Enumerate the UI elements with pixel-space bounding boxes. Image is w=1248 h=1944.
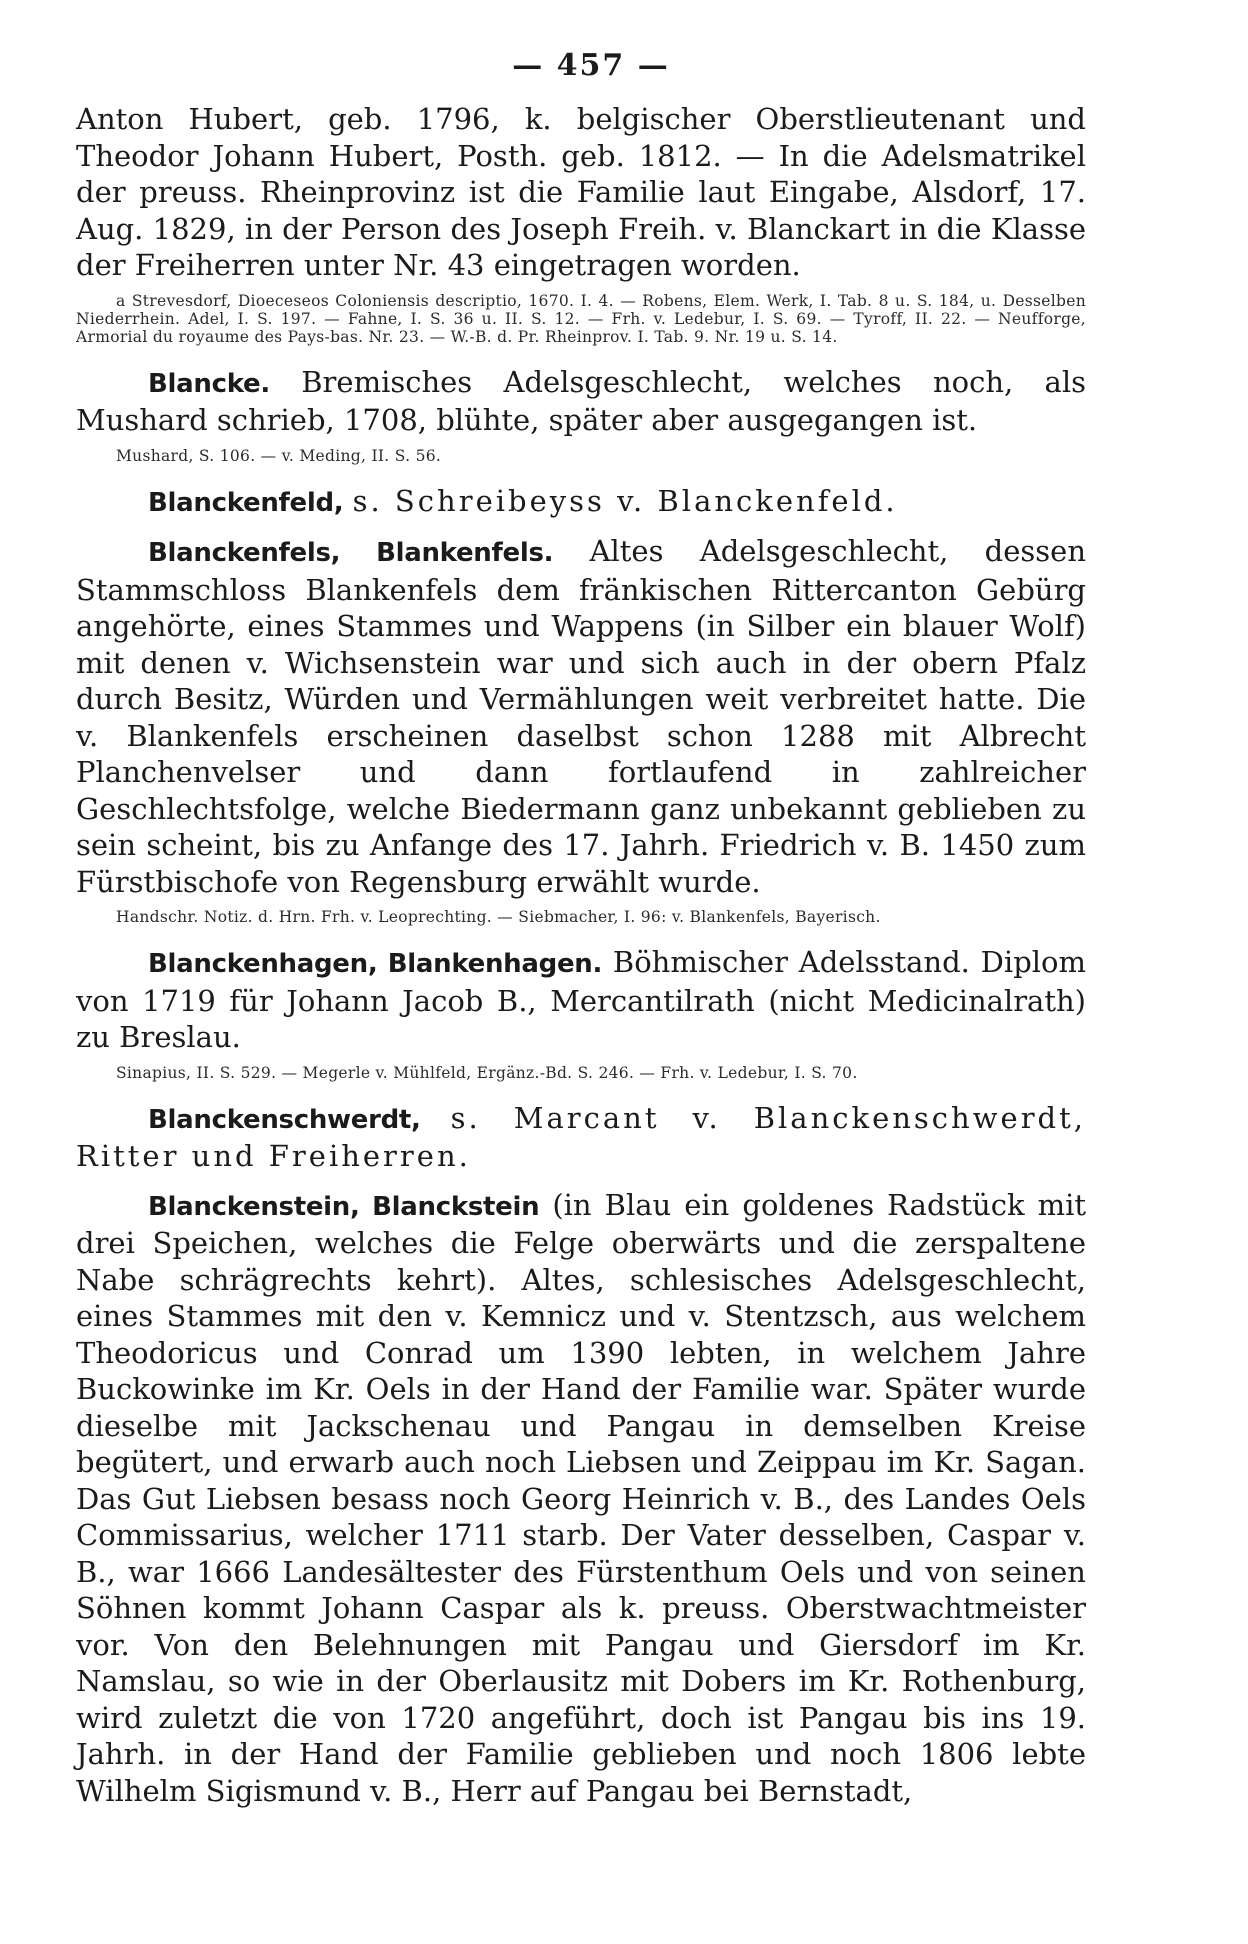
entry-lemma: Blanckenfeld, — [148, 487, 344, 518]
entry-blanckenfels — [76, 533, 1086, 900]
entry-text-continuation: Anton Hubert, geb. 1796, k. belgischer Oberstlieutenant und Theodor Johann Hubert, Posth. geb. 1812. — In die Adelsmatrikel der preuss. Rheinprovinz ist die Familie laut Eingabe, Alsdorf, 17. Aug. 1829, in der Person des Joseph Freih. v. Blanckart in die Klasse der Freiherren unter Nr. 43 eingetragen worden. — [76, 102, 1086, 282]
entry-lemma: Blanckenschwerdt, — [148, 1104, 421, 1135]
entry-blanckenstein — [76, 1187, 1086, 1810]
entry-references: Sinapius, II. S. 529. — Megerle v. Mühlfeld, Ergänz.-Bd. S. 246. — Frh. v. Ledebur, I. S. 70. — [116, 1063, 858, 1082]
entry-references: Handschr. Notiz. d. Hrn. Frh. v. Leoprechting. — Siebmacher, I. 96: v. Blankenfels, Bayerisch. — [116, 908, 881, 926]
entry-blanckenfeld — [76, 483, 1086, 522]
entry-blancke — [76, 364, 1086, 439]
entry-blanckenhagen — [76, 944, 1086, 1056]
entry-lemma: Blanckenhagen, Blankenhagen. — [148, 949, 603, 979]
entry-references: a Strevesdorf, Dioeceseos Coloniensis descriptio, 1670. I. 4. — Robens, Elem. Werk, I. Tab. 8 u. S. 184, u. Desselben Niederrhein. Adel, I. S. 197. — Fahne, I. S. 36 u. II. S. 12. — Frh. v. Ledebur, I. S. 69. — Tyroff, II. 22. — Neufforge, Armorial du royaume des Pays-bas. Nr. 23. — W.-B. d. Pr. Rheinprov. I. Tab. 9. Nr. 19 u. S. 14. — [76, 291, 1086, 346]
entry-lemma: Blanckenstein, Blanckstein — [148, 1191, 540, 1222]
entry-lemma: Blanckenfels, Blankenfels. — [148, 538, 554, 568]
entry-text: Altes Adelsgeschlecht, dessen Stammschloss Blankenfels dem fränkischen Rittercanton Gebürg angehörte, eines Stammes und Wappens (in Silber ein blauer Wolf) mit denen v. Wichsenstein war und sich auch in der obern Pfalz durch Besitz, Würden und Vermählungen weit verbreitet hatte. Die v. Blankenfels erscheinen daselbst schon 1288 mit Albrecht Planchenvelser und dann fortlaufend in zahlreicher Geschlechtsfolge, welche Biedermann ganz unbekannt geblieben zu sein scheint, bis zu Anfange des 17. Jahrh. Friedrich v. B. 1450 zum Fürstbischofe von Regensburg erwählt wurde. — [76, 534, 1086, 899]
entry-text: (in Blau ein goldenes Radstück mit drei Speichen, welches die Felge oberwärts und die zerspaltene Nabe schrägrechts kehrt). Altes, schlesisches Adelsgeschlecht, eines Stammes mit den v. Kemnicz und v. Stentzsch, aus welchem Theodoricus und Conrad um 1390 lebten, in welchem Jahre Buckowinke im Kr. Oels in der Hand der Familie war. Später wurde dieselbe mit Jackschenau und Pangau in demselben Kreise begütert, und erwarb auch noch Liebsen und Zeippau im Kr. Sagan. Das Gut Liebsen besass noch Georg Heinrich v. B., des Landes Oels Commissarius, welcher 1711 starb. Der Vater desselben, Caspar v. B., war 1666 Landesältester des Fürstenthum Oels und von seinen Söhnen kommt Johann Caspar als k. preuss. Oberstwachtmeister vor. Von den Belehnungen mit Pangau und Giersdorf im Kr. Namslau, so wie in der Oberlausitz mit Dobers im Kr. Rothenburg, wird zuletzt die von 1720 angeführt, doch ist Pangau bis ins 19. Jahrh. in der Hand der Familie geblieben und noch 1806 lebte Wilhelm Sigismund v. B., Herr auf Pangau bei Bernstadt, — [76, 1187, 1086, 1808]
entry-text: Böhmischer Adelsstand. Diplom von 1719 für Johann Jacob B., Mercantilrath (nicht Medicinalrath) zu Breslau. — [76, 945, 1086, 1054]
page-number: — 457 — — [512, 48, 670, 83]
entry-references: Mushard, S. 106. — v. Meding, II. S. 56. — [116, 446, 442, 465]
page — [76, 48, 1086, 1809]
entry-text: s. Marcant v. Blanckenschwerdt, Ritter und Freiherren. — [76, 1100, 1086, 1173]
entry-blanckenschwerdt — [76, 1100, 1086, 1175]
entry-lemma: Blancke. — [148, 368, 270, 399]
entry-text: Bremisches Adelsgeschlecht, welches noch, als Mushard schrieb, 1708, blühte, später aber ausgegangen ist. — [76, 364, 1087, 437]
entry-text: s. Schreibeyss v. Blanckenfeld. — [352, 483, 898, 518]
